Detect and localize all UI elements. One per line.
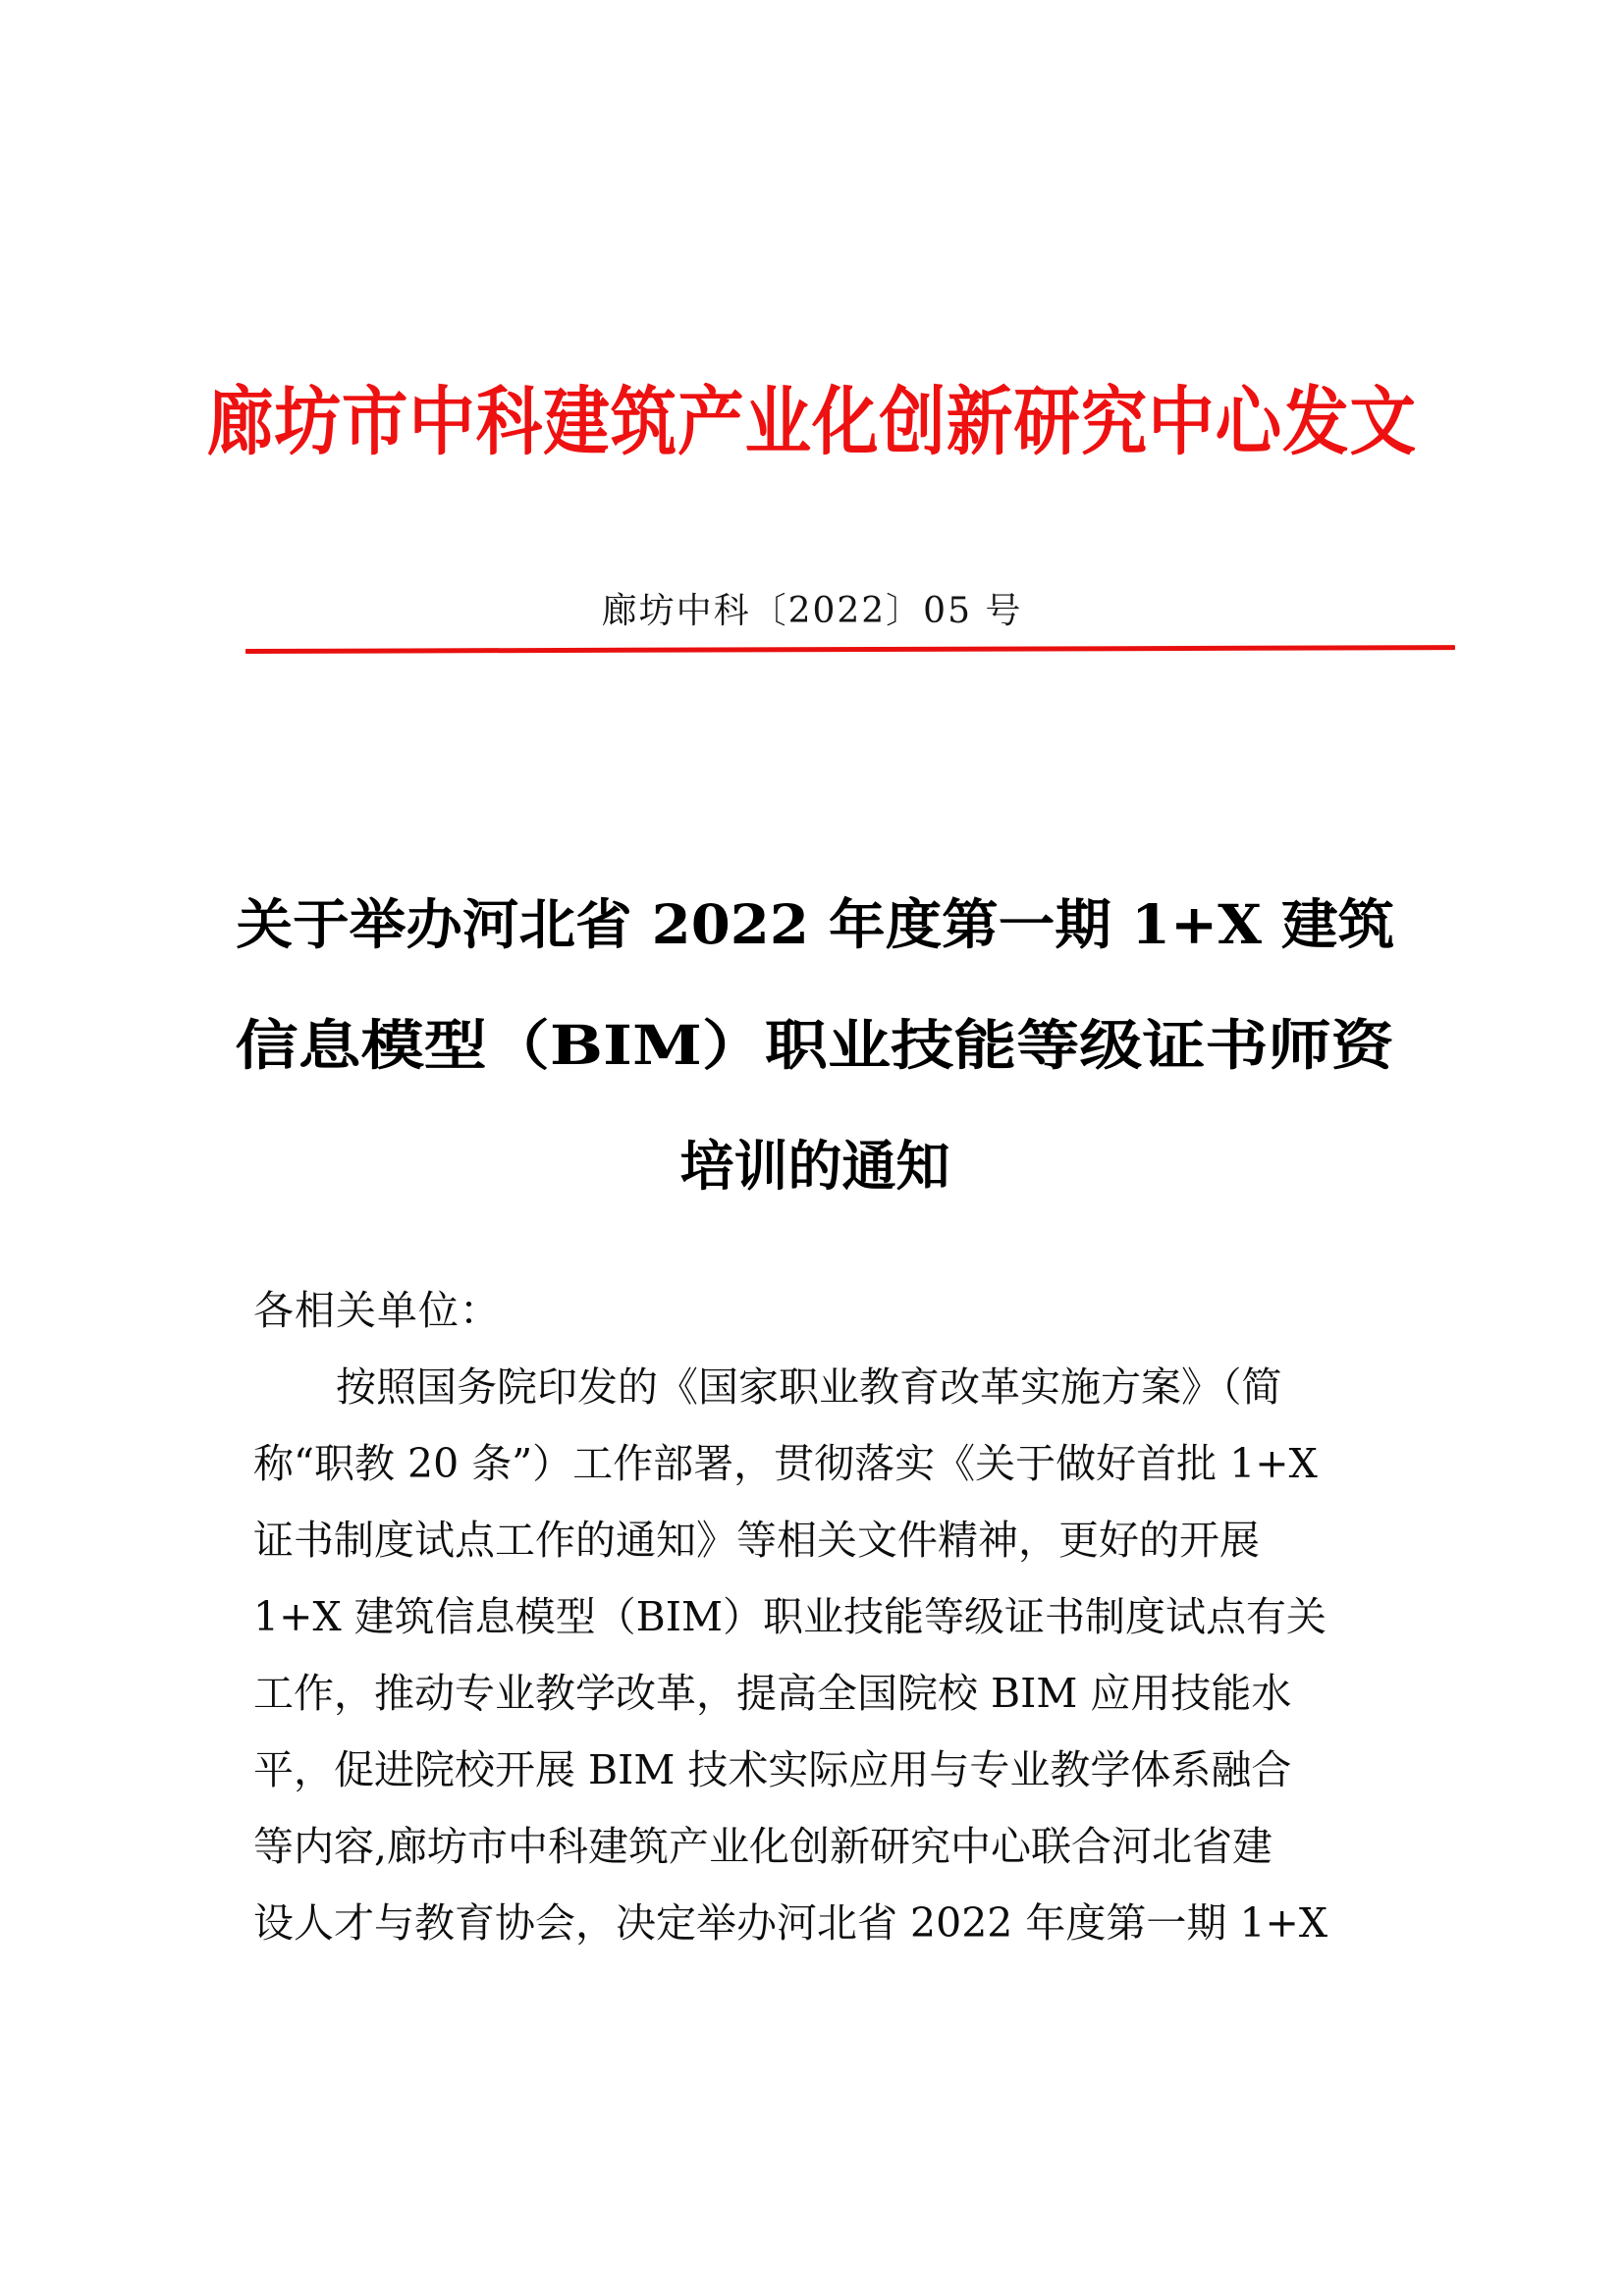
- salutation: 各相关单位：: [253, 1287, 501, 1334]
- title-line-2: 信息模型（BIM）职业技能等级证书师资: [235, 1013, 1395, 1077]
- body-line-3: 证书制度试点工作的通知》等相关文件精神，更好的开展: [253, 1517, 1260, 1564]
- letterhead-title: 廊坊市中科建筑产业化创新研究中心发文: [206, 378, 1418, 465]
- page-title: [236, 864, 1394, 1226]
- document-body: [253, 1272, 1387, 1961]
- body-line-1: [253, 1349, 1387, 1425]
- body-line-4: 1+X 建筑信息模型（BIM）职业技能等级证书制度试点有关: [253, 1593, 1326, 1640]
- title-line-1: 关于举办河北省 2022 年度第一期 1+X 建筑: [236, 892, 1394, 956]
- body-line-6: 平，促进院校开展 BIM 技术实际应用与专业教学体系融合: [253, 1746, 1292, 1793]
- body-line-1-text: 按照国务院印发的《国家职业教育改革实施方案》（简: [336, 1363, 1282, 1411]
- document-number-row: [0, 587, 1624, 636]
- body-line-8: 设人才与教育协会，决定举办河北省 2022 年度第一期 1+X: [253, 1899, 1328, 1947]
- title-line-3: 培训的通知: [679, 1134, 950, 1198]
- body-line-5: 工作，推动专业教学改革，提高全国院校 BIM 应用技能水: [253, 1670, 1292, 1717]
- letterhead-banner: [0, 375, 1624, 469]
- document-number: 廊坊中科〔2022〕05 号: [601, 591, 1023, 631]
- body-line-7: 等内容,廊坊市中科建筑产业化创新研究中心联合河北省建: [253, 1823, 1273, 1870]
- red-separator-rule: [245, 645, 1455, 654]
- body-line-2: 称“职教 20 条”）工作部署，贯彻落实《关于做好首批 1+X: [253, 1440, 1318, 1487]
